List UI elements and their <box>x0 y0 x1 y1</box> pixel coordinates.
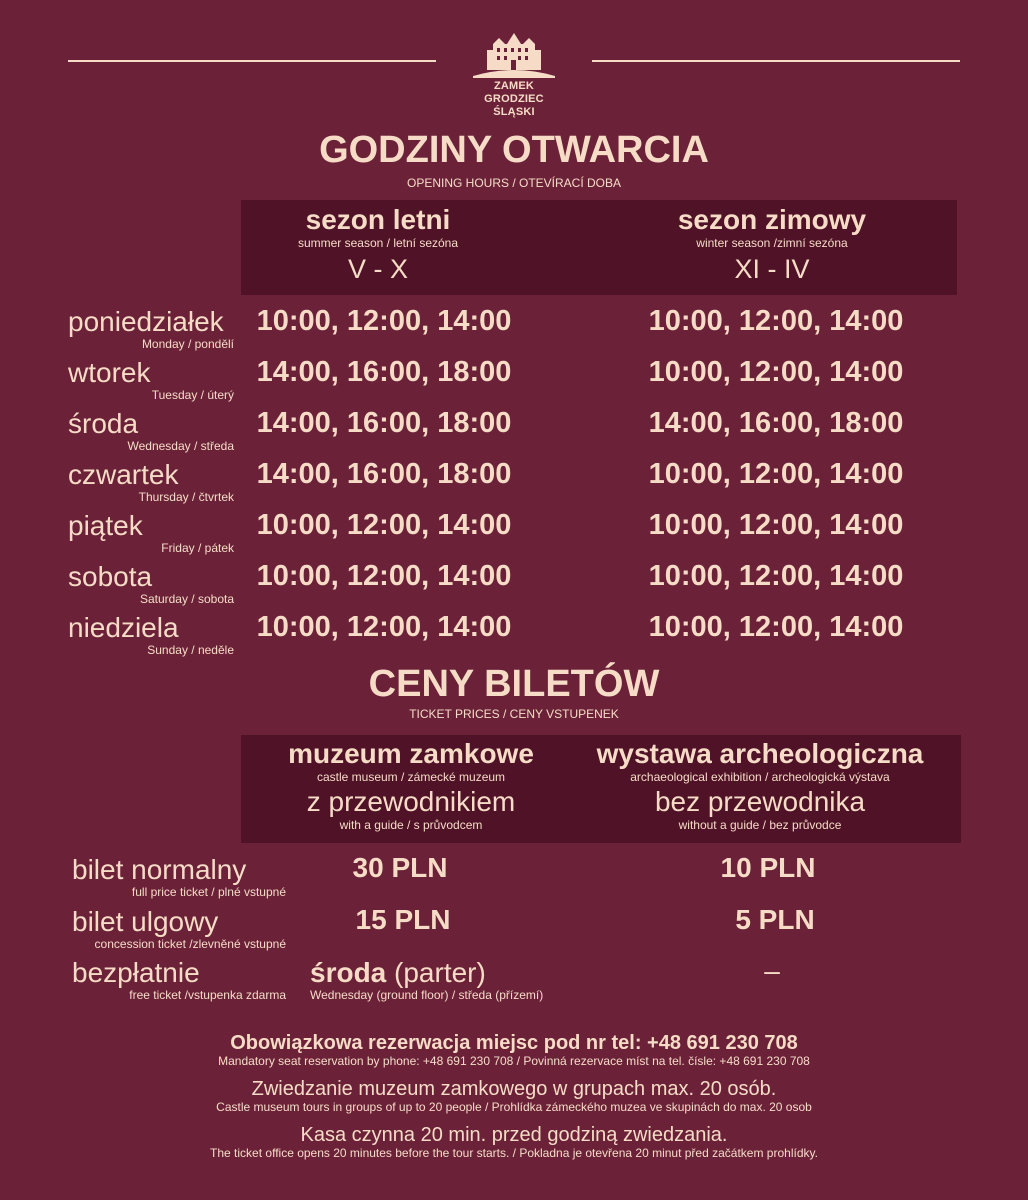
ticket-type-pl: bilet normalny <box>72 854 247 885</box>
day-name-translation: Thursday / čtvrtek <box>138 490 234 504</box>
exhibition-guide-translation: without a guide / bez průvodce <box>678 818 842 832</box>
winter-hours: 10:00, 12:00, 14:00 <box>648 611 904 643</box>
season-winter <box>640 204 904 286</box>
day-name-pl: poniedziałek <box>68 306 224 337</box>
day-name-pl: niedziela <box>68 612 179 643</box>
summer-hours: 10:00, 12:00, 14:00 <box>256 509 512 541</box>
ticket-office-main: Kasa czynna 20 min. przed godziną zwiedzania. <box>300 1124 728 1146</box>
ticket-type-translation: free ticket /vstupenka zdarma <box>129 988 286 1002</box>
ticket-type <box>72 958 286 1002</box>
hours-subtitle: OPENING HOURS / OTEVÍRACÍ DOBA <box>406 176 622 190</box>
footer-note-ticket-office <box>0 1124 1028 1160</box>
day-label <box>68 613 234 657</box>
free-day-line <box>310 958 543 988</box>
reservation-translation: Mandatory seat reservation by phone: +48 691 230 708 / Povinná rezervace míst na tel. čísle: +48 691 230 708 <box>218 1054 810 1068</box>
summer-hours: 10:00, 12:00, 14:00 <box>256 611 512 643</box>
winter-hours: 10:00, 12:00, 14:00 <box>648 509 904 541</box>
day-name-pl: środa <box>68 408 139 439</box>
free-location: (parter) <box>386 957 486 988</box>
season-winter-name: sezon zimowy <box>677 204 867 235</box>
groups-main: Zwiedzanie muzeum zamkowego w grupach max. 20 osób. <box>251 1078 777 1100</box>
ticket-type <box>72 855 286 899</box>
season-summer-name: sezon letni <box>305 204 451 235</box>
ticket-office-translation: The ticket office opens 20 minutes before the tour starts. / Pokladna je otevřena 20 minut před začátkem prohlídky. <box>210 1146 818 1160</box>
museum-price: 15 PLN <box>355 904 451 935</box>
summer-hours: 14:00, 16:00, 18:00 <box>256 356 512 388</box>
day-name-pl: sobota <box>68 561 153 592</box>
winter-hours: 10:00, 12:00, 14:00 <box>648 458 904 490</box>
museum-guide: z przewodnikiem <box>306 786 516 817</box>
logo-line-2: GRODZIEC ŚLĄSKI <box>484 93 544 118</box>
exhibition-price: 5 PLN <box>735 904 815 935</box>
reservation-main: Obowiązkowa rezerwacja miejsc pod nr tel: +48 691 230 708 <box>230 1032 798 1054</box>
museum-translation: castle museum / zámecké muzeum <box>316 770 506 784</box>
day-name-translation: Friday / pátek <box>161 541 234 555</box>
exhibition-price: – <box>764 955 780 986</box>
header-rule-right <box>592 60 960 62</box>
castle-logo <box>462 30 566 119</box>
winter-hours: 14:00, 16:00, 18:00 <box>648 407 904 439</box>
day-name-pl: wtorek <box>68 357 151 388</box>
day-label <box>68 307 234 351</box>
header-rule-left <box>68 60 436 62</box>
day-label <box>68 511 234 555</box>
castle-icon <box>469 30 559 80</box>
free-day-translation: Wednesday (ground floor) / středa (přízemí) <box>310 988 544 1002</box>
season-summer-translation: summer season / letní sezóna <box>297 236 459 250</box>
season-winter-translation: winter season /zimní sezóna <box>696 236 848 250</box>
free-day: środa <box>310 957 387 988</box>
tickets-subtitle: TICKET PRICES / CENY VSTUPENEK <box>409 707 619 721</box>
day-label <box>68 460 234 504</box>
footer-note-reservation <box>0 1032 1028 1068</box>
museum-guide-translation: with a guide / s průvodcem <box>339 818 483 832</box>
tickets-title: CENY BILETÓW <box>368 663 660 705</box>
day-name-translation: Monday / pondělí <box>141 337 234 351</box>
summer-hours: 10:00, 12:00, 14:00 <box>256 560 512 592</box>
day-name-pl: piątek <box>68 510 143 541</box>
season-summer-months: V - X <box>347 254 408 284</box>
day-name-pl: czwartek <box>68 459 179 490</box>
ticket-type <box>72 907 286 951</box>
ticket-type-translation: concession ticket /zlevněné vstupné <box>94 937 286 951</box>
day-label <box>68 562 234 606</box>
free-ticket-condition <box>310 958 543 1002</box>
logo-line-1: ZAMEK <box>493 80 535 92</box>
groups-translation: Castle museum tours in groups of up to 20 people / Prohlídka zámeckého muzea ve skupinách do max. 20 osob <box>216 1100 812 1114</box>
exhibition-translation: archaeological exhibition / archeologická výstava <box>630 770 890 784</box>
day-name-translation: Wednesday / středa <box>127 439 234 453</box>
summer-hours: 10:00, 12:00, 14:00 <box>256 305 512 337</box>
summer-hours: 14:00, 16:00, 18:00 <box>256 458 512 490</box>
winter-hours: 10:00, 12:00, 14:00 <box>648 305 904 337</box>
exhibition-guide: bez przewodnika <box>654 786 866 817</box>
museum-name: muzeum zamkowe <box>288 738 534 769</box>
ticket-type-pl: bilet ulgowy <box>72 906 219 937</box>
summer-hours: 14:00, 16:00, 18:00 <box>256 407 512 439</box>
ticket-type-pl: bezpłatnie <box>72 957 200 988</box>
ticket-type-translation: full price ticket / plné vstupné <box>131 885 286 899</box>
winter-hours: 10:00, 12:00, 14:00 <box>648 560 904 592</box>
season-summer <box>262 204 494 286</box>
ticket-col-museum <box>262 738 560 832</box>
day-name-translation: Tuesday / úterý <box>151 388 234 402</box>
day-label <box>68 409 234 453</box>
day-name-translation: Saturday / sobota <box>139 592 234 606</box>
hours-title: GODZINY OTWARCIA <box>319 129 709 171</box>
museum-price: 30 PLN <box>352 852 448 883</box>
exhibition-price: 10 PLN <box>720 852 816 883</box>
season-winter-months: XI - IV <box>734 254 810 284</box>
footer-note-groups <box>0 1078 1028 1114</box>
exhibition-name: wystawa archeologiczna <box>596 738 924 769</box>
winter-hours: 10:00, 12:00, 14:00 <box>648 356 904 388</box>
ticket-col-exhibition <box>584 738 936 832</box>
day-label <box>68 358 234 402</box>
day-name-translation: Sunday / neděle <box>147 643 234 657</box>
